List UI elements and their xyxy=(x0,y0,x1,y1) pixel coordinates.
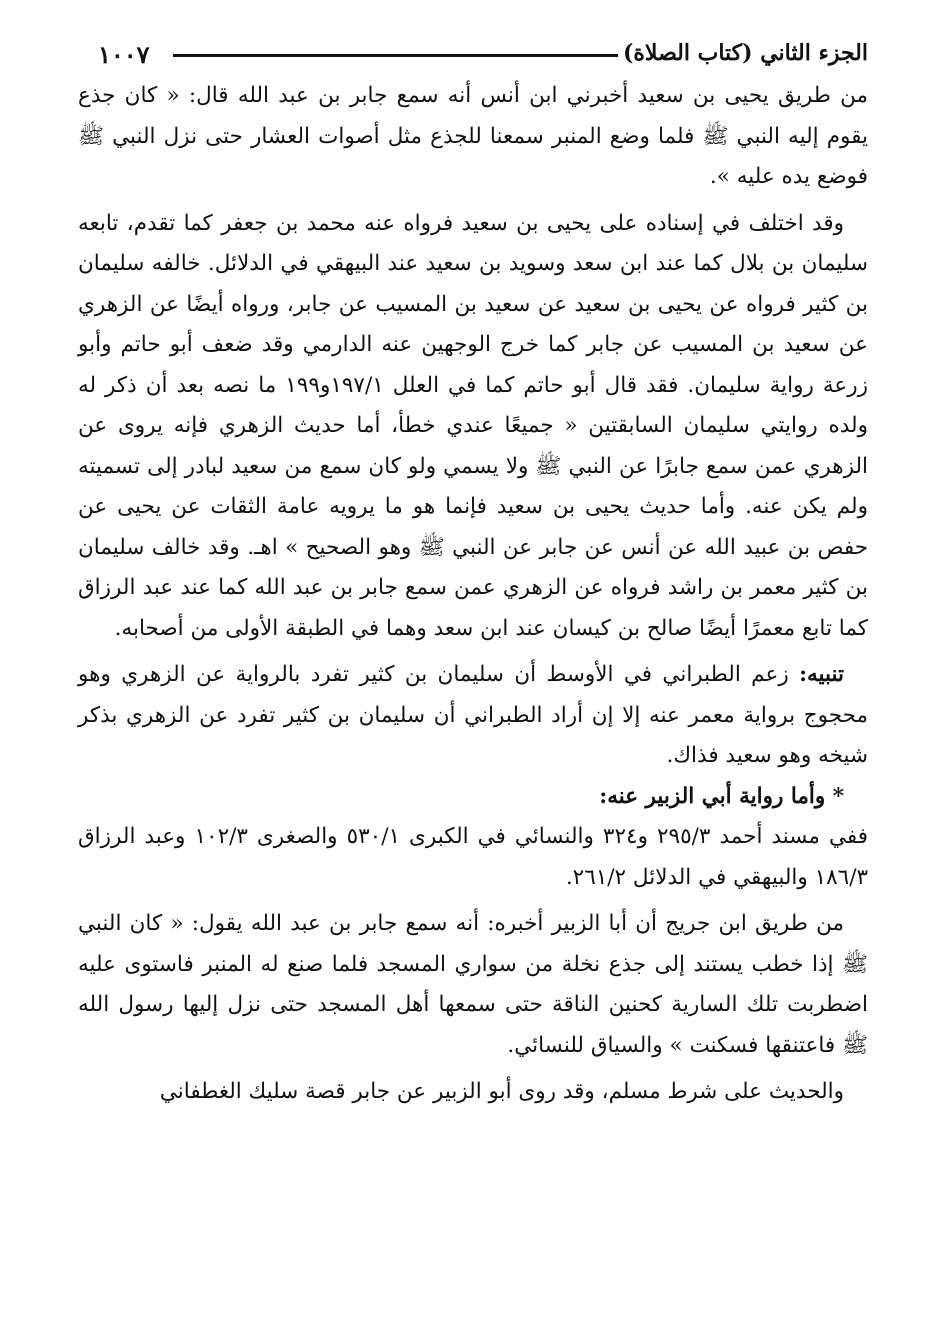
running-title: الجزء الثاني (كتاب الصلاة) xyxy=(623,40,868,66)
section-heading-abu-zubair: * وأما رواية أبي الزبير عنه: xyxy=(599,783,844,809)
page-number: ١٠٠٧ xyxy=(98,40,150,69)
paragraph-isnad-discussion: وقد اختلف في إسناده على يحيى بن سعيد فرواه عنه محمد بن جعفر كما تقدم، تابعه سليمان بن بلال كما عند ابن سعد وسويد بن سعيد عند البيهقي في الدلائل. خالفه سليمان بن كثير فرواه عن يحيى بن سعيد عن سعيد بن المسيب عن جابر، ورواه أيضًا عن الزهري عن سعيد بن المسيب عن جابر كما خرج الوجهين عنه الدارمي وقد ضعف أبو حاتم وأبو زرعة رواية سليمان. فقد قال أبو حاتم كما في العلل ١٩٧/١و١٩٩ ما نصه بعد أن ذكر له ولده روايتي سليمان السابقتين « جميعًا عندي خطأ، أما حديث الزهري فإنه يروى عن الزهري عمن سمع جابرًا عن النبي ﷺ ولا يسمي ولو كان سمع من سعيد لبادر إلى تسميته ولم يكن عنه. وأما حديث يحيى بن سعيد فإنما هو ما يرويه عامة الثقات عن يحيى عن حفص بن عبيد الله عن أنس عن جابر عن النبي ﷺ وهو الصحيح » اهـ. وقد خالف سليمان بن كثير معمر بن راشد فرواه عن الزهري عمن سمع جابر بن عبد الله كما عند عبد الرزاق كما تابع معمرًا أيضًا صالح بن كيسان عند ابن سعد وهما في الطبقة الأولى من أصحابه. xyxy=(78,210,868,641)
paragraph-conclusion: والحديث على شرط مسلم، وقد روى أبو الزبير عن جابر قصة سليك الغطفاني xyxy=(159,1079,844,1104)
paragraph-hadith-ibn-jurayj: من طريق ابن جريج أن أبا الزبير أخبره: أنه سمع جابر بن عبد الله يقول: « كان النبي ﷺ إذا خطب يستند إلى جذع نخلة من سواري المسجد فلما صنع له المنبر فاستوى عليه اضطربت تلك السارية كحنين الناقة حتى سمعها أهل المسجد حتى نزل إليها رسول الله ﷺ فاعتنقها فسكنت » والسياق للنسائي. xyxy=(78,911,868,1058)
paragraph-sources: ففي مسند أحمد ٢٩٥/٣ و٣٢٤ والنسائي في الكبرى ٥٣٠/١ والصغرى ١٠٢/٣ وعبد الرزاق ١٨٦/٣ والبيهقي في الدلائل ٢٦١/٢. xyxy=(78,824,869,890)
paragraph-note xyxy=(78,655,868,777)
note-label: تنبيه: xyxy=(799,662,844,687)
page-body xyxy=(78,76,868,1113)
book-page xyxy=(78,30,868,1113)
note-text: زعم الطبراني في الأوسط أن سليمان بن كثير تفرد بالرواية عن الزهري وهو محجوج برواية معمر عنه إلا إن أراد الطبراني أن سليمان بن كثير تفرد عن الزهري بذكر شيخه وهو سعيد فذاك. xyxy=(78,662,868,768)
header-rule xyxy=(173,54,618,57)
paragraph-hadith-yahya: من طريق يحيى بن سعيد أخبرني ابن أنس أنه سمع جابر بن عبد الله قال: « كان جذع يقوم إليه النبي ﷺ فلما وضع المنبر سمعنا للجذع مثل أصوات العشار حتى نزل النبي ﷺ فوضع يده عليه ». xyxy=(78,83,868,189)
page-header xyxy=(78,30,868,76)
